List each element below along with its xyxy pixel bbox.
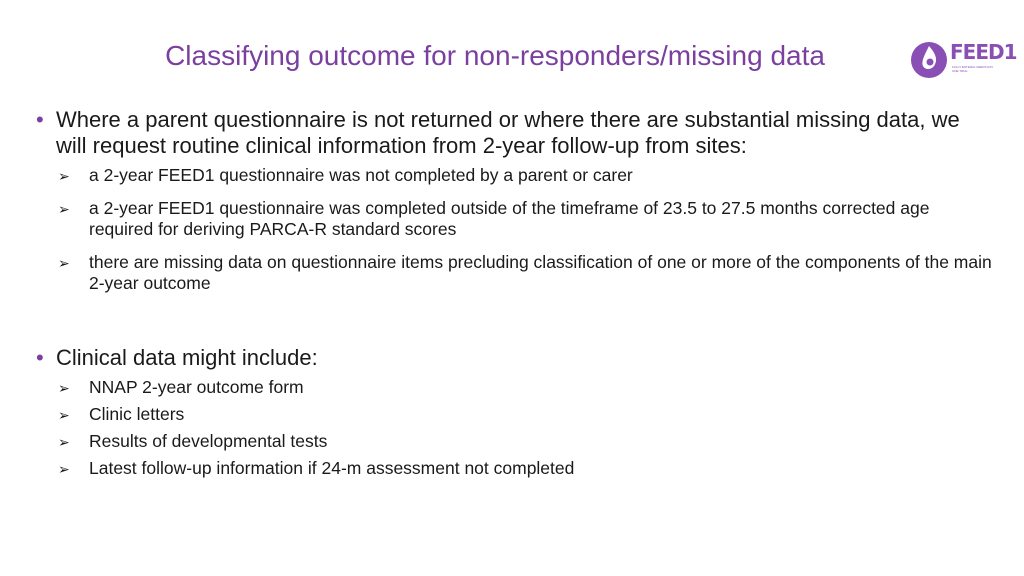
sub-list-item	[58, 252, 996, 294]
sub-list	[36, 165, 996, 294]
arrow-bullet-icon: ➢	[58, 255, 70, 271]
bullet-text: Clinical data might include:	[56, 345, 318, 370]
arrow-bullet-icon: ➢	[58, 168, 70, 184]
section-clinical-data	[36, 345, 996, 485]
sub-list-item	[58, 165, 996, 186]
sub-list	[36, 377, 996, 479]
arrow-bullet-icon: ➢	[58, 407, 70, 423]
sub-list-item	[58, 198, 996, 240]
slide-title: Classifying outcome for non-responders/missing data	[165, 40, 825, 71]
arrow-bullet-icon: ➢	[58, 461, 70, 477]
bullet-item	[36, 107, 996, 159]
arrow-bullet-icon: ➢	[58, 434, 70, 450]
sub-item-text: Latest follow-up information if 24-m assessment not completed	[89, 458, 575, 478]
sub-list-item	[58, 458, 996, 479]
sub-item-text: a 2-year FEED1 questionnaire was completed outside of the timeframe of 23.5 to 27.5 months corrected age required for deriving PARCA-R standard scores	[89, 198, 930, 239]
sub-list-item	[58, 431, 996, 452]
sub-item-text: NNAP 2-year outcome form	[89, 377, 304, 397]
logo-subtext: FULLY ENTERAL FEEDS DAY ONE TRIAL	[952, 65, 994, 73]
sub-item-text: Clinic letters	[89, 404, 185, 424]
bullet-dot-icon: •	[36, 345, 44, 370]
sub-item-text: there are missing data on questionnaire items precluding classification of one or more of the components of the main 2-year outcome	[89, 252, 992, 293]
arrow-bullet-icon: ➢	[58, 380, 70, 396]
section-missing-data	[36, 107, 996, 306]
bullet-item	[36, 345, 996, 371]
arrow-bullet-icon: ➢	[58, 201, 70, 217]
bullet-text: Where a parent questionnaire is not returned or where there are substantial missing data, we will request routine clinical information from 2-year follow-up from sites:	[56, 107, 960, 158]
sub-item-text: a 2-year FEED1 questionnaire was not completed by a parent or carer	[89, 165, 633, 185]
logo-text: FEED1	[950, 40, 1017, 64]
sub-list-item	[58, 377, 996, 398]
sub-list-item	[58, 404, 996, 425]
sub-item-text: Results of developmental tests	[89, 431, 328, 451]
bullet-dot-icon: •	[36, 107, 44, 132]
feed1-logo-icon	[910, 38, 950, 80]
feed1-logo	[910, 38, 1017, 80]
